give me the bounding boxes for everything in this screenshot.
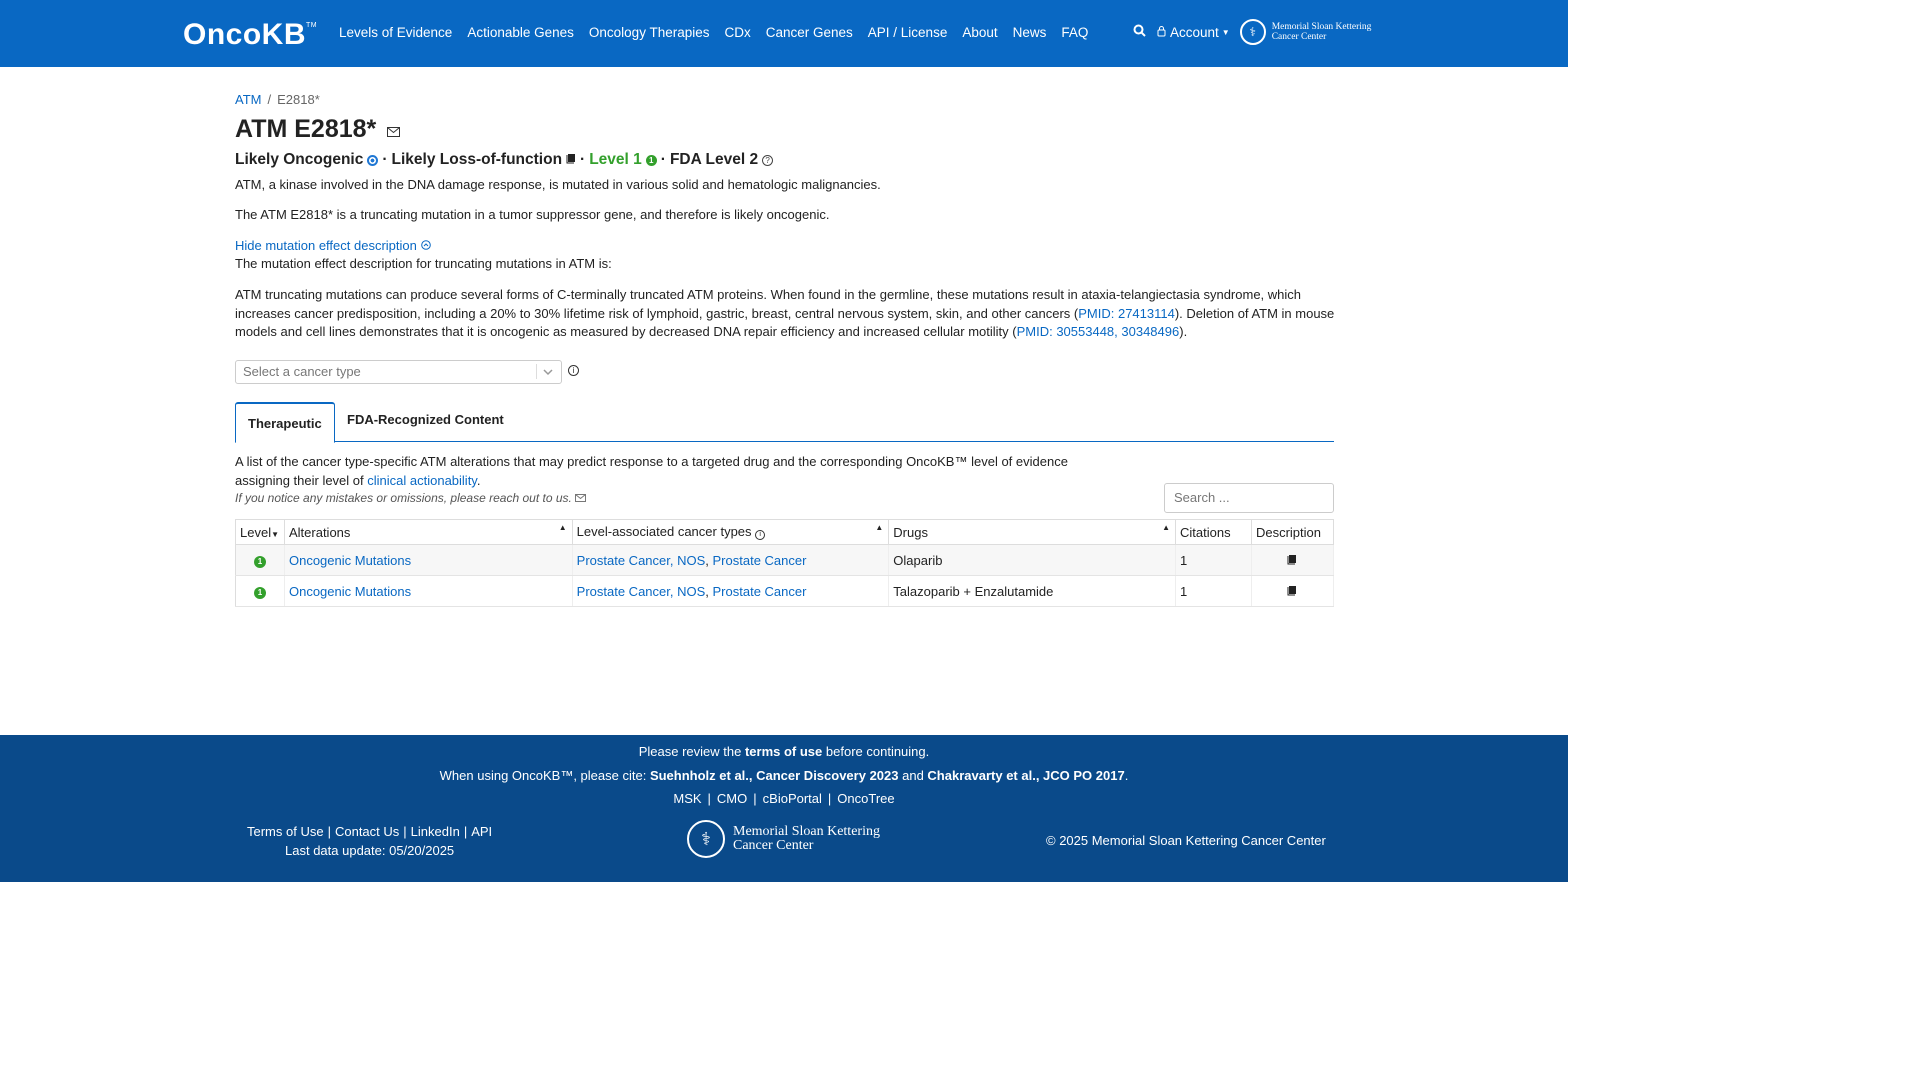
breadcrumb: ATM / E2818* xyxy=(235,92,320,107)
cancer-type-link[interactable]: Prostate Cancer xyxy=(712,583,807,599)
footer xyxy=(0,735,1568,882)
tab-therapeutic[interactable]: Therapeutic xyxy=(235,402,335,443)
account-menu[interactable] xyxy=(1156,25,1230,40)
msk-logo[interactable]: ⚕ Memorial Sloan Kettering Cancer Center xyxy=(1240,19,1372,45)
col-level[interactable]: Level▼ xyxy=(236,520,285,545)
table-row: 1 Oncogenic Mutations Prostate Cancer, NOS, Prostate Cancer Olaparib 1 xyxy=(236,545,1334,576)
envelope-icon[interactable] xyxy=(575,491,586,505)
nav-faq[interactable]: FAQ xyxy=(1061,25,1089,40)
citations-cell[interactable]: 1 xyxy=(1176,576,1252,607)
info-icon[interactable]: i xyxy=(568,365,579,376)
mutation-effect-description: ATM truncating mutations can produce several forms of C-terminally truncated ATM proteins. When found in the germline, these mutations result in ataxia-telangiectasia syndrome, which increases cancer predisposition, including a 20% to 30% lifetime risk of lymphoid, gastric, breast, central nervous system, skin, and other cancers (PMID: 27413114). Deletion of ATM in mouse models and cell lines demonstrates that it is oncogenic as measured by decreased DNA repair efficiency and increased cellular motility (PMID: 30553448, 30348496). xyxy=(235,287,1335,339)
toggle-effect-description[interactable]: Hide mutation effect description xyxy=(235,237,431,256)
linkedin-link[interactable]: LinkedIn xyxy=(410,824,460,839)
cmo-link[interactable]: CMO xyxy=(716,791,748,806)
highest-level-label: Level 1 xyxy=(589,151,642,168)
api-link[interactable]: API xyxy=(471,824,493,839)
col-cancer-types[interactable]: Level-associated cancer types i ▲ xyxy=(572,520,889,545)
sort-icon: ▲ xyxy=(558,523,567,532)
alteration-link[interactable]: Oncogenic Mutations xyxy=(288,583,412,599)
nav-actionable-genes[interactable]: Actionable Genes xyxy=(467,25,574,40)
terms-notice: Please review the terms of use before continuing. xyxy=(638,744,930,759)
variant-summary: The ATM E2818* is a truncating mutation in a tumor suppressor gene, and therefore is likely oncogenic. xyxy=(235,207,830,222)
breadcrumb-gene-link[interactable]: ATM xyxy=(235,92,262,107)
footer-left: Terms of Use | Contact Us | LinkedIn | API Last data update: 05/20/2025 xyxy=(247,823,492,860)
pmid-link[interactable]: PMID: 27413114 xyxy=(1078,305,1175,321)
oncokb-logo[interactable]: OncoKB™ xyxy=(183,18,318,51)
fda-level-label: FDA Level 2 xyxy=(669,151,759,168)
user-icon xyxy=(1156,25,1167,40)
mutation-effect-label: Likely Loss-of-function xyxy=(391,151,563,168)
gene-summary: ATM, a kinase involved in the DNA damage response, is mutated in various solid and hematologic malignancies. xyxy=(235,177,881,192)
feedback-note: If you notice any mistakes or omissions, please reach out to us. xyxy=(235,491,586,505)
msk-emblem-icon: ⚕ xyxy=(687,820,725,858)
footer-msk-logo[interactable]: ⚕ Memorial Sloan Kettering Cancer Center xyxy=(687,820,880,858)
drug-cell: Olaparib xyxy=(889,545,1176,576)
book-icon[interactable] xyxy=(1287,553,1297,568)
nav-right xyxy=(1133,19,1371,45)
tab-description: A list of the cancer type-specific ATM alterations that may predict response to a targeted drug and the corresponding OncoKB™ level of evidence assigning their level of clinical actionability. xyxy=(235,454,1068,488)
terms-of-use-link[interactable]: terms of use xyxy=(744,744,823,759)
sort-icon: ▲ xyxy=(1162,523,1170,532)
level-1-icon: 1 xyxy=(646,155,657,166)
pmid-link[interactable]: PMID: 30553448, 30348496 xyxy=(1016,324,1180,339)
chevron-up-circle-icon xyxy=(421,238,431,253)
citation-notice: When using OncoKB™, please cite: Suehnholz et al., Cancer Discovery 2023 and Chakravarty et al., JCO PO 2017. xyxy=(439,768,1129,783)
col-drugs[interactable]: Drugs ▲ xyxy=(889,520,1176,545)
oncogenic-icon xyxy=(367,155,378,166)
citations-cell[interactable]: 1 xyxy=(1176,545,1252,576)
nav-news[interactable]: News xyxy=(1012,25,1047,40)
cbioportal-link[interactable]: cBioPortal xyxy=(762,791,822,806)
level-1-icon: 1 xyxy=(254,587,266,599)
chevron-down-icon xyxy=(536,364,553,379)
msk-link[interactable]: MSK xyxy=(673,791,702,806)
info-icon: i xyxy=(755,530,765,540)
copyright: © 2025 Memorial Sloan Kettering Cancer Center xyxy=(1046,833,1326,848)
caret-down-icon: ▼ xyxy=(1221,27,1230,37)
book-icon[interactable] xyxy=(566,153,576,167)
variant-tags: Likely Oncogenic · Likely Loss-of-function · Level 1 1 · FDA Level 2 ? xyxy=(235,151,773,169)
col-citations[interactable]: Citations xyxy=(1176,520,1252,545)
effect-intro: The mutation effect description for truncating mutations in ATM is: xyxy=(235,256,612,271)
alteration-link[interactable]: Oncogenic Mutations xyxy=(288,552,412,568)
nav-api-license[interactable]: API / License xyxy=(867,25,948,40)
partner-links: MSK | CMO | cBioPortal | OncoTree xyxy=(673,791,895,806)
account-label: Account xyxy=(1170,24,1219,40)
sort-icon: ▲ xyxy=(875,523,884,532)
col-alterations[interactable]: Alterations ▲ xyxy=(284,520,572,545)
tab-fda-recognized[interactable]: FDA-Recognized Content xyxy=(347,412,504,427)
citation-link[interactable]: Suehnholz et al., Cancer Discovery 2023 xyxy=(649,768,899,783)
nav-cdx[interactable]: CDx xyxy=(724,25,751,40)
oncotree-link[interactable]: OncoTree xyxy=(837,791,895,806)
envelope-icon[interactable] xyxy=(387,125,400,140)
evidence-tabs xyxy=(235,402,1334,442)
nav-menu xyxy=(339,25,1088,40)
last-update: Last data update: 05/20/2025 xyxy=(285,842,455,858)
page-title: ATM E2818* xyxy=(235,115,400,144)
level-1-icon: 1 xyxy=(254,556,266,568)
sort-desc-icon: ▼ xyxy=(271,529,279,539)
top-navbar xyxy=(0,0,1568,67)
cancer-type-link[interactable]: Prostate Cancer xyxy=(712,552,807,568)
cancer-type-link[interactable]: Prostate Cancer, NOS xyxy=(576,552,706,568)
breadcrumb-alteration: E2818* xyxy=(277,92,320,107)
cancer-type-select[interactable]: Select a cancer type xyxy=(235,360,562,384)
citation-link[interactable]: Chakravarty et al., JCO PO 2017 xyxy=(927,768,1125,783)
search-icon[interactable] xyxy=(1133,24,1146,40)
book-icon[interactable] xyxy=(1287,584,1297,599)
clinical-actionability-link[interactable]: clinical actionability xyxy=(367,472,477,488)
table-row: 1 Oncogenic Mutations Prostate Cancer, NOS, Prostate Cancer Talazoparib + Enzalutamide 1 xyxy=(236,576,1334,607)
oncogenicity-label: Likely Oncogenic xyxy=(235,151,364,168)
cancer-type-link[interactable]: Prostate Cancer, NOS xyxy=(576,583,706,599)
nav-oncology-therapies[interactable]: Oncology Therapies xyxy=(588,25,710,40)
therapeutic-table xyxy=(235,519,1334,607)
help-icon[interactable]: ? xyxy=(762,155,773,166)
nav-levels-of-evidence[interactable]: Levels of Evidence xyxy=(339,25,453,40)
col-description[interactable]: Description xyxy=(1251,520,1333,545)
table-search-input[interactable]: Search ... xyxy=(1164,483,1334,513)
drug-cell: Talazoparib + Enzalutamide xyxy=(889,576,1176,607)
nav-about[interactable]: About xyxy=(962,25,998,40)
contact-link[interactable]: Contact Us xyxy=(334,824,400,839)
nav-cancer-genes[interactable]: Cancer Genes xyxy=(765,25,853,40)
msk-emblem-icon: ⚕ xyxy=(1240,19,1266,45)
terms-link[interactable]: Terms of Use xyxy=(247,824,324,839)
table-header-row xyxy=(236,520,1334,545)
